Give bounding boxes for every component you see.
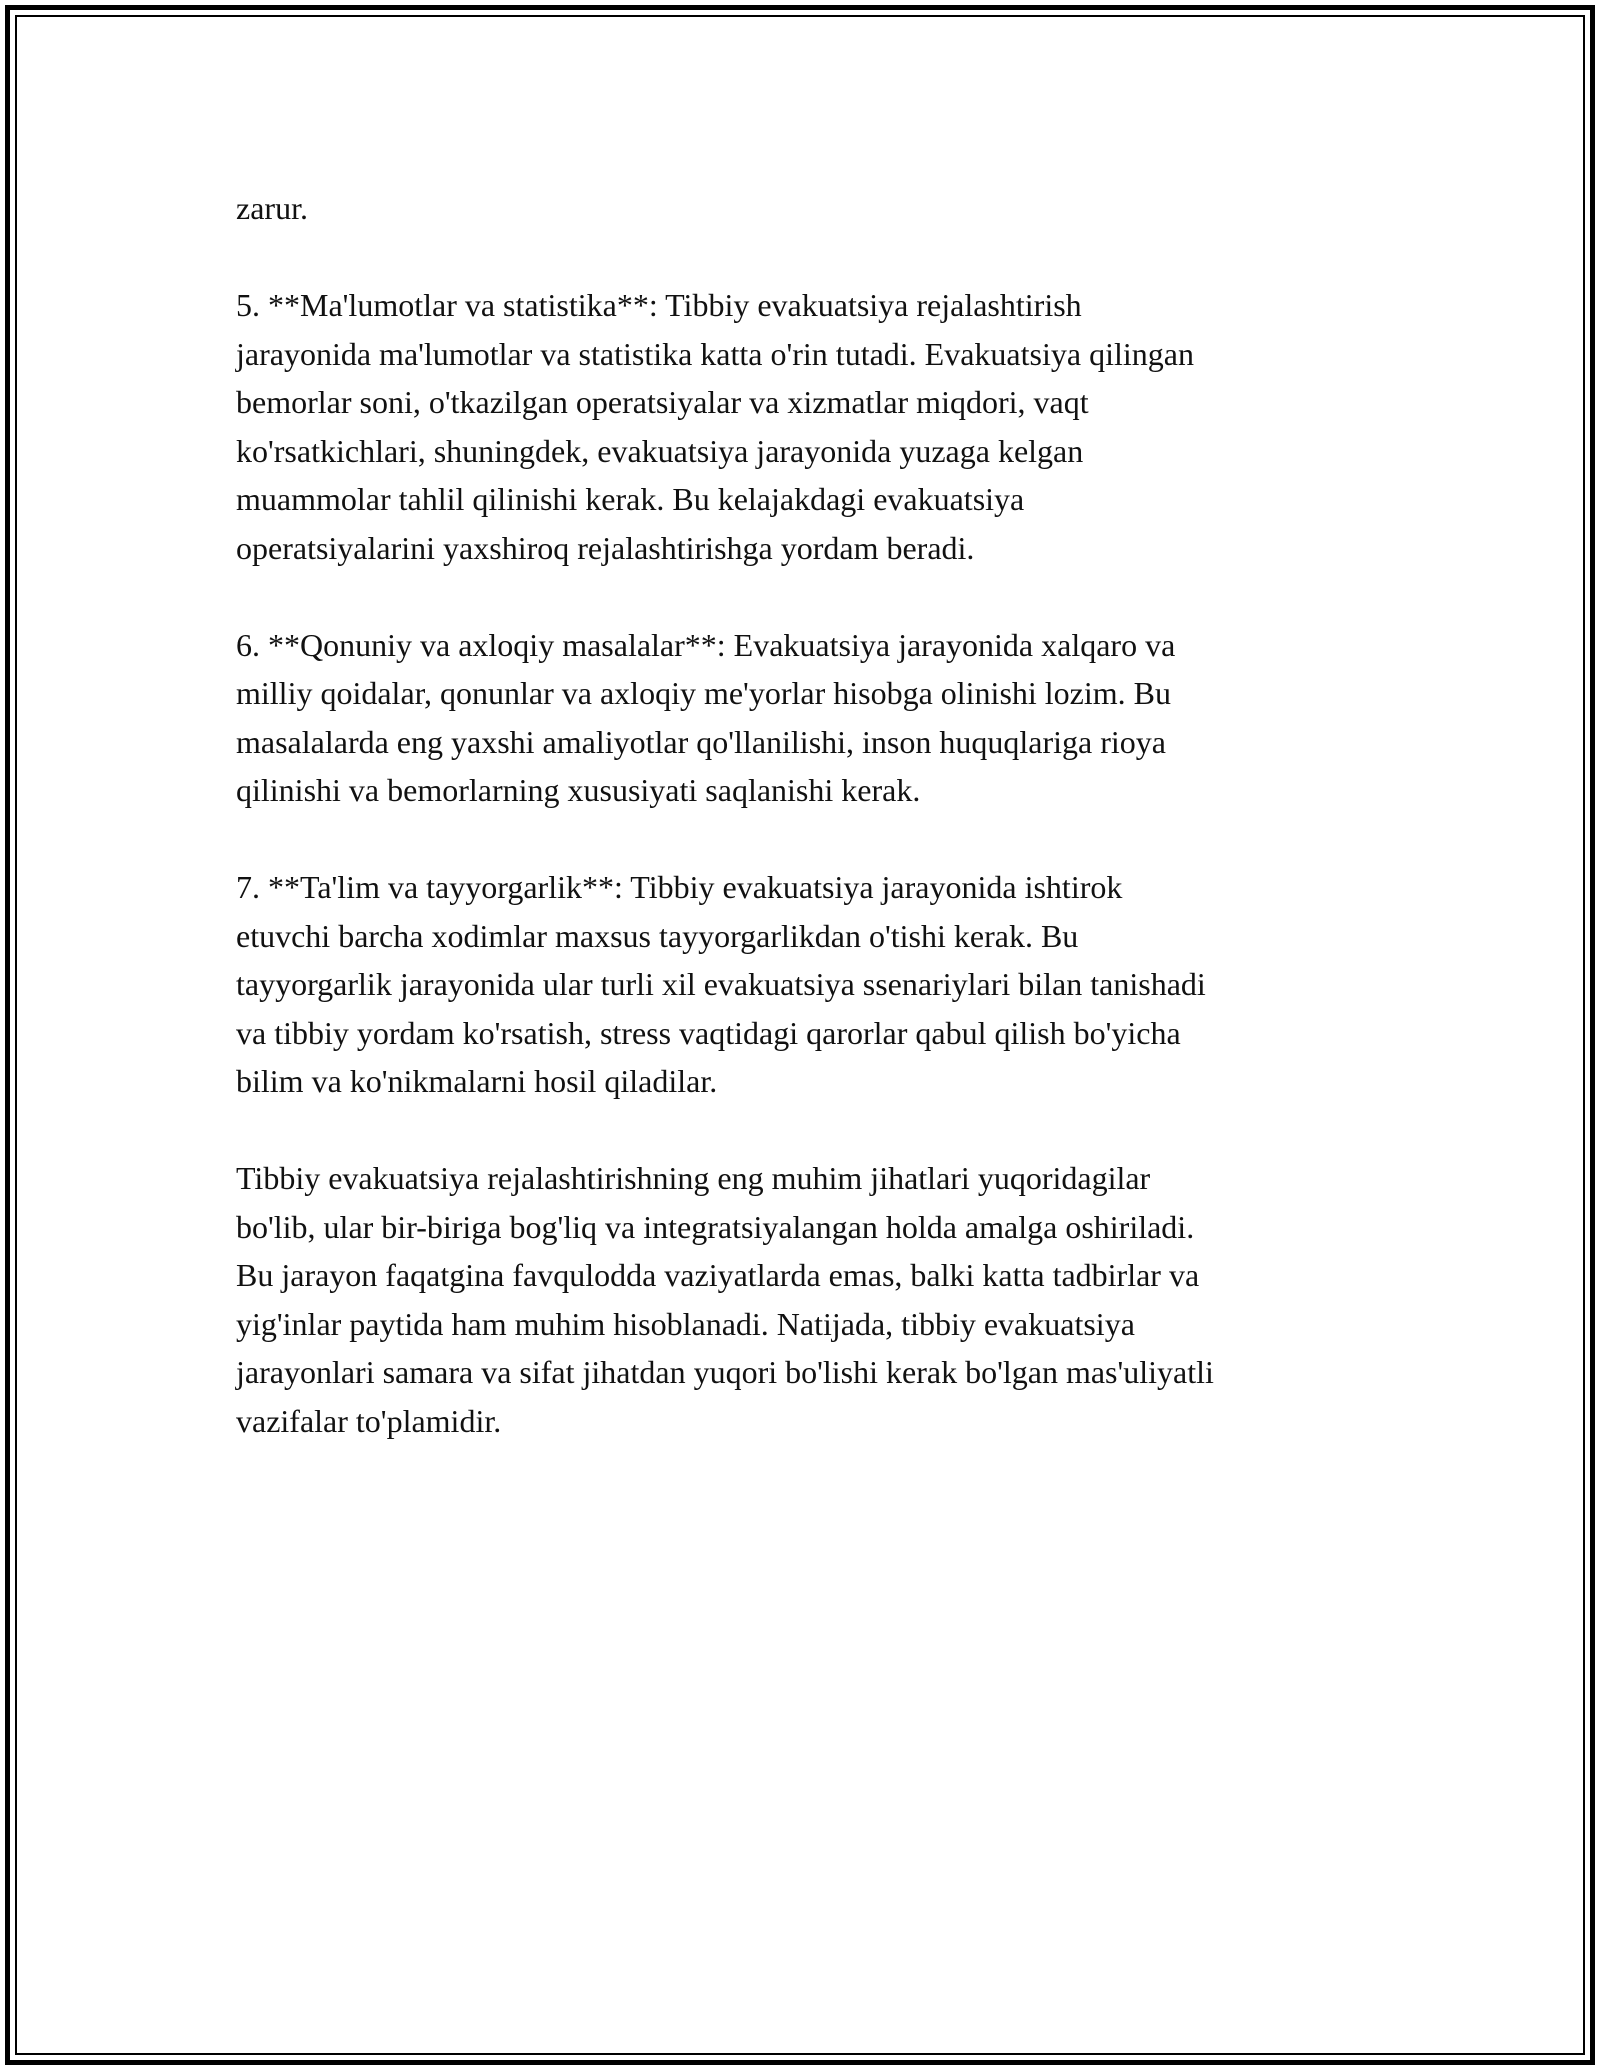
paragraph-conclusion: Tibbiy evakuatsiya rejalashtirishning eng muhim jihatlari yuqoridagilar bo'lib, ular bir-biriga bog'liq va integratsiyalangan holda amalga oshiriladi. Bu jarayon faqatgina favqulodda vaziyatlarda emas, balki katta tadbirlar va yig'inlar paytida ham muhim hisoblanadi. Natijada, tibbiy evakuatsiya jarayonlari samara va sifat jihatdan yuqori bo'lishi kerak bo'lgan mas'uliyatli vazifalar to'plamidir. — [236, 1160, 1214, 1439]
paragraph-continuation: zarur. — [236, 190, 308, 226]
paragraph-item-5: 5. **Ma'lumotlar va statistika**: Tibbiy evakuatsiya rejalashtirish jarayonida ma'lumotlar va statistika katta o'rin tutadi. Evakuatsiya qilingan bemorlar soni, o'tkazilgan operatsiyalar va xizmatlar miqdori, vaqt ko'rsatkichlari, shuningdek, evakuatsiya jarayonida yuzaga kelgan muammolar tahlil qilinishi kerak. Bu kelajakdagi evakuatsiya operatsiyalarini yaxshiroq rejalashtirishga yordam beradi. — [236, 287, 1194, 566]
paragraph-item-6: 6. **Qonuniy va axloqiy masalalar**: Evakuatsiya jarayonida xalqaro va milliy qoidalar, qonunlar va axloqiy me'yorlar hisobga olinishi lozim. Bu masalalarda eng yaxshi amaliyotlar qo'llanilishi, inson huquqlariga rioya qilinishi va bemorlarning xususiyati saqlanishi kerak. — [236, 626, 1176, 808]
paragraph-item-7: 7. **Ta'lim va tayyorgarlik**: Tibbiy evakuatsiya jarayonida ishtirok etuvchi barcha xodimlar maxsus tayyorgarlikdan o'tishi kerak. Bu tayyorgarlik jarayonida ular turli xil evakuatsiya ssenariylari bilan tanishadi va tibbiy yordam ko'rsatish, stress vaqtidagi qarorlar qabul qilish bo'yicha bilim va ko'nikmalarni hosil qiladilar. — [236, 869, 1206, 1099]
document-body — [236, 184, 1366, 1494]
